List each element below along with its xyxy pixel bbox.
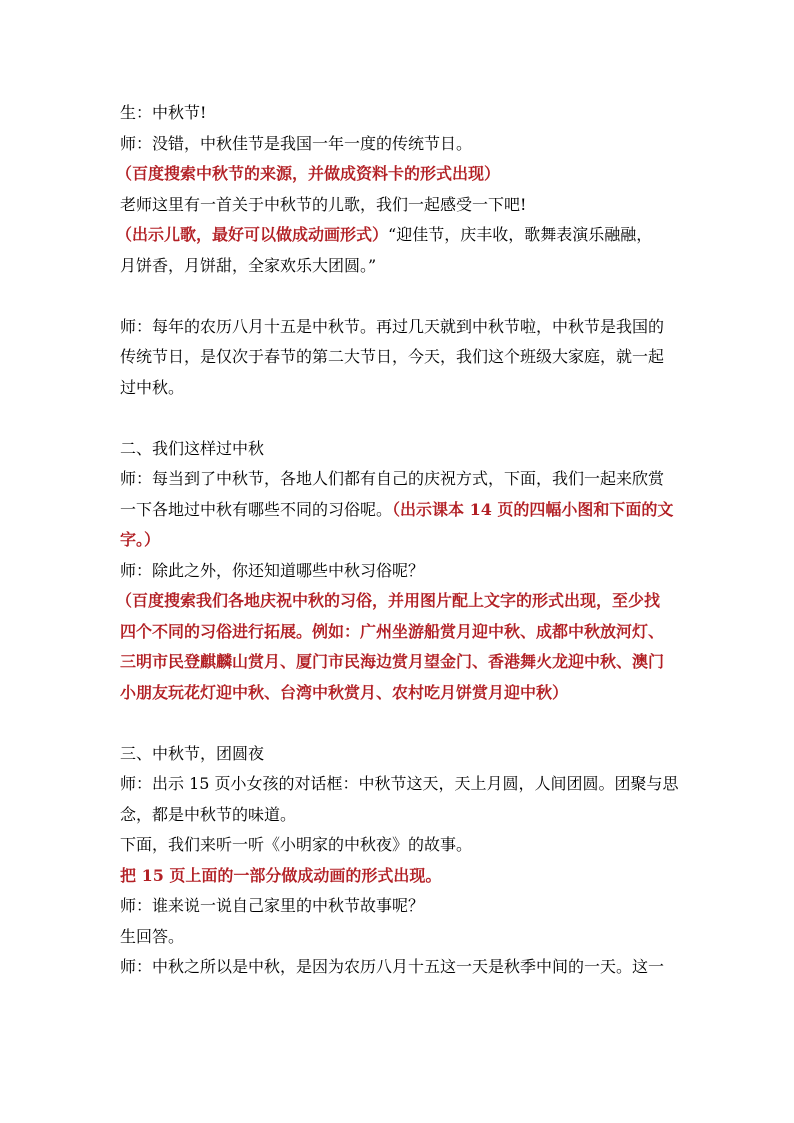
- blank-line: [120, 708, 680, 739]
- red-note: （出示儿歌，最好可以做成动画形式）: [116, 225, 389, 244]
- text-line: 老师这里有一首关于中秋节的儿歌，我们一起感受一下吧!: [120, 194, 527, 214]
- blank-line: [120, 281, 680, 312]
- text-line: 师：每当到了中秋节，各地人们都有自己的庆祝方式，下面，我们一起来欣赏: [120, 469, 665, 488]
- red-note-line: 字。）: [120, 530, 161, 549]
- text-line: 师：没错，中秋佳节是我国一年一度的传统节日。: [120, 133, 473, 153]
- text-line: 月饼香，月饼甜，全家欢乐大团圆。”: [120, 255, 377, 275]
- text-line: 师：中秋之所以是中秋，是因为农历八月十五这一天是秋季中间的一天。这一: [120, 957, 665, 976]
- red-note-line: （百度搜索我们各地庆祝中秋的习俗，并用图片配上文字的形式出现，至少找: [116, 591, 661, 610]
- text-line: [116, 220, 680, 251]
- section-heading: 三、中秋节，团圆夜: [120, 743, 265, 763]
- red-note-line: 小朋友玩花灯迎中秋、台湾中秋赏月、农村吃月饼赏月迎中秋）: [120, 682, 569, 702]
- text-line: 师：出示 15 页小女孩的对话框：中秋节这天，天上月圆，人间团圆。团聚与思: [120, 774, 679, 793]
- text-line: 生：中秋节!: [120, 103, 207, 122]
- document-page: [116, 98, 680, 983]
- red-note: （出示课本 14 页的四幅小图和下面的文: [392, 499, 674, 519]
- text-line: 师：除此之外，你还知道哪些中秋习俗呢？: [120, 560, 425, 580]
- blank-line: [120, 403, 680, 434]
- red-note-line: 把 15 页上面的一部分做成动画的形式出现。: [120, 865, 442, 885]
- text-span: 一下各地过中秋有哪些不同的习俗呢。: [120, 499, 393, 519]
- text-line: 过中秋。: [120, 377, 185, 397]
- text-line: 师：每年的农历八月十五是中秋节。再过几天就到中秋节啦，中秋节是我国的: [120, 316, 665, 336]
- text-line: 传统节日，是仅次于春节的第二大节日，今天，我们这个班级大家庭，就一起: [120, 347, 665, 366]
- red-note-line: （百度搜索中秋节的来源，并做成资料卡的形式出现）: [116, 164, 501, 183]
- text-line: [120, 495, 680, 526]
- text-line: 下面，我们来听一听《小明家的中秋夜》的故事。: [120, 835, 473, 854]
- red-note-line: 三明市民登麒麟山赏月、厦门市民海边赏月望金门、香港舞火龙迎中秋、澳门: [120, 652, 665, 671]
- song-text: “迎佳节，庆丰收，歌舞表演乐融融，: [388, 225, 653, 244]
- text-line: 生回答。: [120, 926, 185, 946]
- section-heading: 二、我们这样过中秋: [120, 438, 265, 458]
- red-note-line: 四个不同的习俗进行拓展。例如：广州坐游船赏月迎中秋、成都中秋放河灯、: [120, 621, 665, 641]
- text-line: 念，都是中秋节的味道。: [120, 804, 297, 824]
- text-line: 师：谁来说一说自己家里的中秋节故事呢？: [120, 896, 425, 915]
